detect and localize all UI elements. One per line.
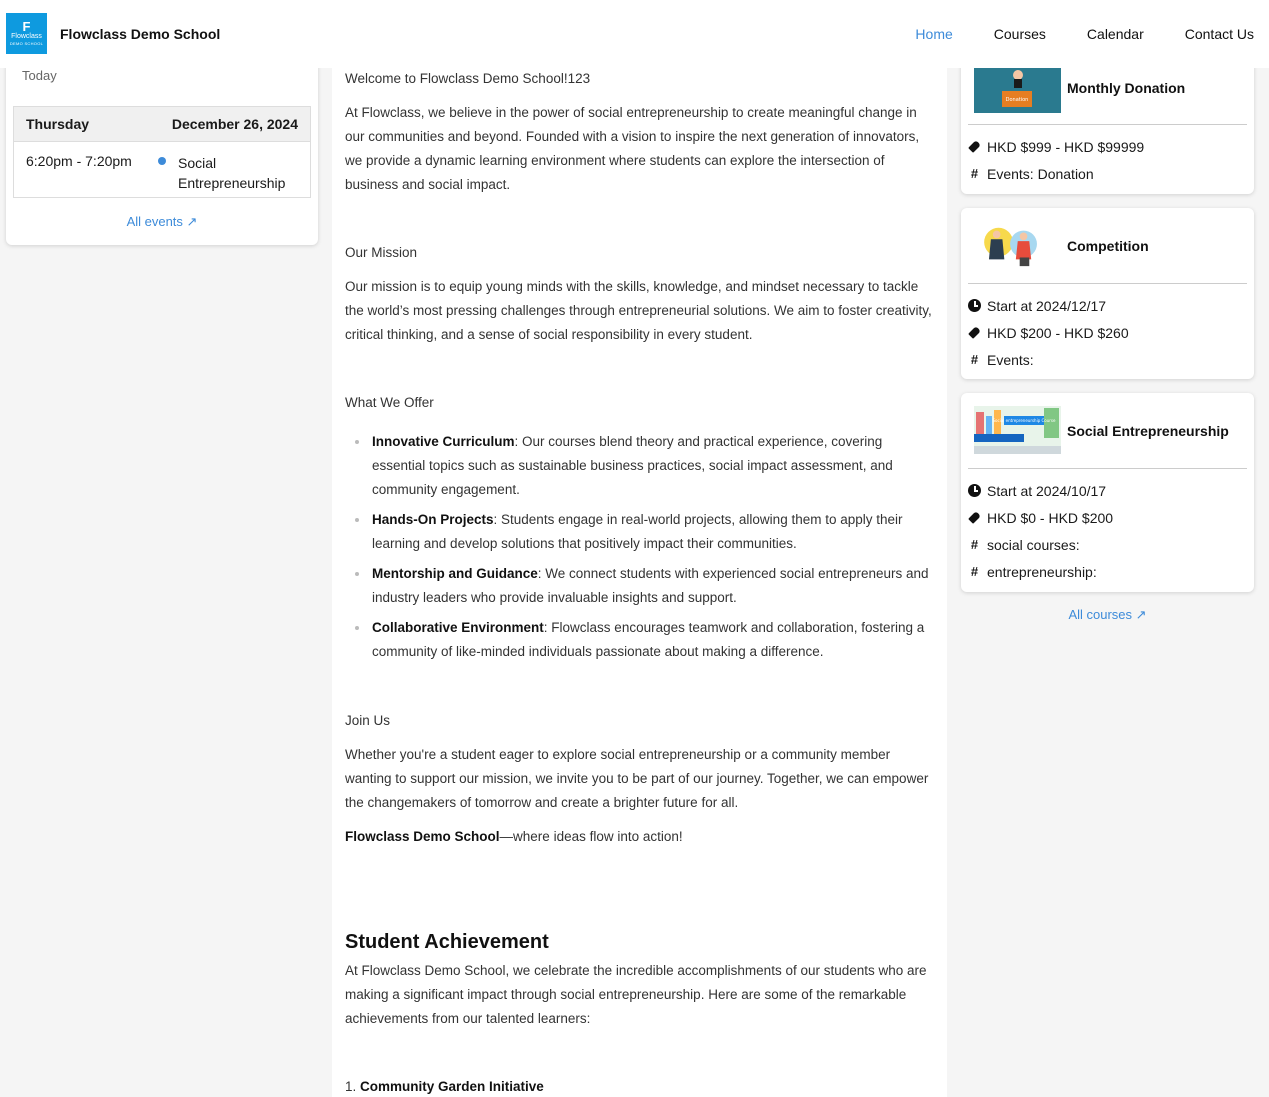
course-card-social-entrepreneurship[interactable]	[961, 393, 1254, 592]
today-calendar-card	[6, 45, 318, 245]
list-item	[372, 616, 933, 664]
price-text: HKD $999 - HKD $99999	[987, 139, 1145, 155]
offer-title: Hands-On Projects	[372, 512, 494, 527]
course-tag	[968, 351, 1254, 378]
logo-text: Flowclass	[11, 33, 42, 40]
offer-list	[345, 430, 933, 664]
offer-text: : We connect students with experienced social entrepreneurs and industry leaders who provide invaluable insights and support.	[372, 566, 929, 605]
nav-contact-us[interactable]: Contact Us	[1184, 26, 1254, 42]
calendar-table	[13, 106, 311, 198]
nav-home[interactable]: Home	[915, 26, 953, 42]
offer-heading: What We Offer	[345, 395, 434, 410]
list-item	[372, 508, 933, 556]
achievement-title: Community Garden Initiative	[360, 1079, 544, 1094]
price-tag-icon	[968, 140, 981, 153]
event-name[interactable]: Social Entrepreneurship	[178, 155, 286, 191]
course-thumbnail-social-entrepreneurship	[974, 406, 1061, 454]
price-text: HKD $200 - HKD $260	[987, 325, 1129, 341]
course-info	[961, 125, 1254, 192]
price-tag-icon	[968, 326, 981, 339]
start-text: Start at 2024/12/17	[987, 298, 1107, 314]
calendar-event-row[interactable]	[14, 142, 310, 197]
clock-icon	[968, 299, 981, 312]
achievement-number: 1.	[345, 1079, 361, 1094]
all-courses-link[interactable]: All courses ↗	[1068, 607, 1147, 622]
today-label: Today	[22, 68, 57, 83]
offer-text: : Students engage in real-world projects, allowing them to apply their learning and develop solutions that positively impact their communities.	[372, 512, 903, 551]
mission-paragraph: Our mission is to equip young minds with the skills, knowledge, and mindset necessary to tackle the world’s most pressing challenges through entrepreneurial solutions. We aim to foster creativity, critical thinking, and a sense of social responsibility in every student.	[345, 279, 932, 342]
main-nav	[915, 26, 1254, 42]
offer-title: Innovative Curriculum	[372, 434, 515, 449]
event-dot-icon	[158, 157, 166, 165]
tag-text: Events: Donation	[987, 166, 1094, 182]
nav-calendar[interactable]: Calendar	[1086, 26, 1144, 42]
clock-icon	[968, 484, 981, 497]
achievement-paragraph: At Flowclass Demo School, we celebrate the incredible accomplishments of our students who are making a significant impact through social entrepreneurship. Here are some of the remarkable achievements from our talented learners:	[345, 963, 927, 1026]
main-content	[332, 68, 947, 1097]
school-logo[interactable]	[6, 13, 47, 54]
welcome-heading: Welcome to Flowclass Demo School!123	[345, 71, 591, 86]
brand-name[interactable]: Flowclass Demo School	[60, 26, 221, 42]
motto-paragraph	[345, 825, 933, 849]
hashtag-icon: #	[970, 563, 979, 579]
course-price	[968, 509, 1254, 536]
course-info	[961, 469, 1254, 590]
course-tag	[968, 536, 1254, 563]
course-price	[968, 324, 1254, 351]
logo-subtext: DEMO SCHOOL	[9, 41, 44, 46]
start-text: Start at 2024/10/17	[987, 483, 1107, 499]
course-start	[968, 482, 1254, 509]
course-title[interactable]: Monthly Donation	[1067, 80, 1186, 96]
offer-title: Mentorship and Guidance	[372, 566, 538, 581]
join-heading: Join Us	[345, 713, 391, 728]
motto-rest: —where ideas flow into action!	[499, 829, 683, 844]
mission-heading: Our Mission	[345, 245, 418, 260]
offer-text: : Our courses blend theory and practical experience, covering essential topics such as sustainable business practices, social impact assessment, and community engagement.	[372, 434, 893, 497]
course-card-header	[968, 208, 1247, 284]
hashtag-icon: #	[970, 165, 979, 181]
offer-title: Collaborative Environment	[372, 620, 544, 635]
hashtag-icon: #	[970, 536, 979, 552]
thumb-label: Social entrepreneurship Course	[992, 418, 1056, 423]
site-header	[0, 0, 1269, 68]
course-tag	[968, 563, 1254, 590]
offer-text: : Flowclass encourages teamwork and collaboration, fostering a community of like-minded individuals passionate about making a difference.	[372, 620, 925, 659]
course-tag	[968, 165, 1254, 192]
achievement-heading: Student Achievement	[345, 931, 549, 953]
calendar-weekday: Thursday	[26, 116, 90, 132]
motto-bold: Flowclass Demo School	[345, 829, 500, 844]
list-item	[372, 562, 933, 610]
course-card-competition[interactable]	[961, 208, 1254, 379]
course-start	[968, 297, 1254, 324]
achievement-item	[345, 1075, 933, 1097]
logo-mark-icon: F	[22, 19, 31, 34]
intro-paragraph: At Flowclass, we believe in the power of social entrepreneurship to create meaningful change in our communities and beyond. Founded with a vision to inspire the next generation of innovators, we provide a dynamic learning environment where students can explore the intersection of business and social impact.	[345, 105, 920, 192]
all-events-link[interactable]: All events ↗	[126, 214, 198, 229]
course-thumbnail-donation	[974, 65, 1061, 113]
tag-text: social courses:	[987, 537, 1080, 553]
tag-text: Events:	[987, 352, 1034, 368]
course-card-header	[968, 393, 1247, 469]
price-text: HKD $0 - HKD $200	[987, 510, 1114, 526]
price-tag-icon	[968, 511, 981, 524]
calendar-day-header	[14, 107, 310, 142]
list-item	[372, 430, 933, 502]
tag-text: entrepreneurship:	[987, 564, 1097, 580]
course-title[interactable]: Social Entrepreneurship	[1067, 423, 1229, 439]
nav-courses[interactable]: Courses	[993, 26, 1046, 42]
course-thumbnail-competition	[974, 221, 1050, 269]
course-price	[968, 138, 1254, 165]
calendar-date: December 26, 2024	[171, 116, 298, 132]
join-paragraph: Whether you're a student eager to explore social entrepreneurship or a community member wanting to support our mission, we invite you to be part of our journey. Together, we can empower the changemakers of tomorrow and create a brighter future for all.	[345, 747, 929, 810]
course-title[interactable]: Competition	[1067, 238, 1149, 254]
hashtag-icon: #	[970, 351, 979, 367]
course-info	[961, 284, 1254, 378]
event-time: 6:20pm - 7:20pm	[26, 153, 132, 169]
thumb-label: Donation	[1005, 97, 1029, 103]
